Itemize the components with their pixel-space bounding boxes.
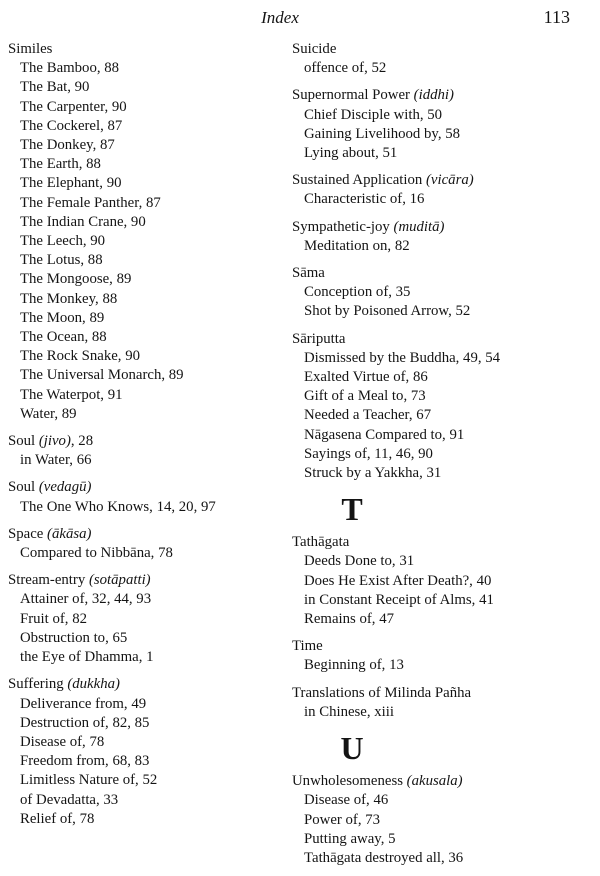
index-column-left bbox=[8, 40, 273, 837]
index-term bbox=[292, 171, 592, 190]
subentry: The Bat, 90 bbox=[20, 79, 90, 96]
term-page-refs: , 28 bbox=[70, 433, 94, 450]
subentry: The Mongoose, 89 bbox=[20, 271, 132, 288]
subentry: the Eye of Dhamma, 1 bbox=[20, 649, 154, 666]
subentry: The Lotus, 88 bbox=[20, 252, 103, 269]
subentry: The Female Panther, 87 bbox=[20, 194, 161, 211]
subentry: The Moon, 89 bbox=[20, 309, 105, 326]
subentry: Characteristic of, 16 bbox=[304, 191, 425, 208]
index-entries-u bbox=[292, 772, 592, 868]
subentry: Disease of, 78 bbox=[20, 733, 105, 750]
term-text: Sustained Application bbox=[292, 172, 423, 189]
subentry: The Ocean, 88 bbox=[20, 329, 107, 346]
index-entries-t bbox=[292, 533, 592, 722]
subentry: Gift of a Meal to, 73 bbox=[304, 388, 426, 405]
index-entry bbox=[8, 525, 273, 563]
term-text: Stream-entry bbox=[8, 572, 86, 589]
term-gloss: (jivo) bbox=[38, 433, 71, 450]
term-text: Sāma bbox=[292, 265, 325, 282]
subentry: Meditation on, 82 bbox=[304, 237, 410, 254]
subentry: in Constant Receipt of Alms, 41 bbox=[304, 591, 494, 608]
subentry: The Indian Crane, 90 bbox=[20, 213, 146, 230]
subentry: Destruction of, 82, 85 bbox=[20, 714, 150, 731]
subentry: in Water, 66 bbox=[20, 452, 92, 469]
subentry: Deliverance from, 49 bbox=[20, 695, 147, 712]
term-text: Suffering bbox=[8, 676, 64, 693]
subentry: The Monkey, 88 bbox=[20, 290, 118, 307]
term-text: Sympathetic-joy bbox=[292, 218, 390, 235]
term-gloss: (ākāsa) bbox=[47, 525, 92, 542]
index-term bbox=[292, 86, 592, 105]
index-entries-s-continued bbox=[292, 40, 592, 483]
term-text: Space bbox=[8, 525, 44, 542]
index-term bbox=[8, 40, 273, 59]
subentry: Obstruction to, 65 bbox=[20, 629, 128, 646]
term-text: Soul bbox=[8, 479, 36, 496]
index-entry bbox=[8, 432, 273, 470]
page-number: 113 bbox=[543, 7, 570, 27]
subentry: The Bamboo, 88 bbox=[20, 60, 120, 77]
term-gloss: (sotāpatti) bbox=[88, 572, 151, 589]
index-entry bbox=[292, 330, 592, 484]
subentry: Freedom from, 68, 83 bbox=[20, 753, 150, 770]
index-term bbox=[8, 478, 273, 497]
subentry: Exalted Virtue of, 86 bbox=[304, 369, 428, 386]
section-letter-t: T bbox=[341, 491, 363, 528]
subentry: Water, 89 bbox=[20, 405, 77, 422]
subentry: Conception of, 35 bbox=[304, 284, 411, 301]
index-entry bbox=[292, 86, 592, 163]
subentry: Gaining Livelihood by, 58 bbox=[304, 125, 461, 142]
subentry: Needed a Teacher, 67 bbox=[304, 407, 432, 424]
term-text: Sāriputta bbox=[292, 330, 346, 347]
index-column-right bbox=[292, 40, 592, 876]
index-term bbox=[8, 571, 273, 590]
term-text: Supernormal Power bbox=[292, 87, 410, 104]
index-term bbox=[8, 432, 273, 451]
subentry: Tathāgata destroyed all, 36 bbox=[304, 849, 464, 866]
index-term bbox=[292, 264, 592, 283]
index-entry bbox=[8, 675, 273, 829]
subentry: Lying about, 51 bbox=[304, 145, 398, 162]
subentry: Relief of, 78 bbox=[20, 810, 95, 827]
index-term bbox=[292, 330, 592, 349]
index-term bbox=[292, 637, 592, 656]
subentry: Remains of, 47 bbox=[304, 611, 395, 628]
subentry: Putting away, 5 bbox=[304, 830, 396, 847]
index-term bbox=[8, 675, 273, 694]
subentry: The Leech, 90 bbox=[20, 233, 106, 250]
subentry: Beginning of, 13 bbox=[304, 657, 404, 674]
index-term bbox=[292, 772, 592, 791]
term-gloss: (vedagū) bbox=[38, 479, 92, 496]
term-gloss: (iddhi) bbox=[413, 87, 454, 104]
subentry: offence of, 52 bbox=[304, 60, 387, 77]
index-term bbox=[292, 684, 592, 703]
index-entry bbox=[292, 533, 592, 629]
term-gloss: (dukkha) bbox=[67, 676, 120, 693]
term-text: Time bbox=[292, 638, 323, 655]
subentry: The Cockerel, 87 bbox=[20, 117, 123, 134]
subentry: The One Who Knows, 14, 20, 97 bbox=[20, 498, 216, 515]
section-letter-u: U bbox=[340, 730, 364, 767]
term-text: Unwholesomeness bbox=[292, 773, 403, 790]
subentry: Disease of, 46 bbox=[304, 792, 389, 809]
term-gloss: (vicāra) bbox=[426, 172, 474, 189]
subentry: The Waterpot, 91 bbox=[20, 386, 123, 403]
index-entry bbox=[292, 264, 592, 322]
subentry: Power of, 73 bbox=[304, 811, 381, 828]
subentry: of Devadatta, 33 bbox=[20, 791, 119, 808]
subentry: The Rock Snake, 90 bbox=[20, 348, 140, 365]
index-term bbox=[8, 525, 273, 544]
subentry: Sayings of, 11, 46, 90 bbox=[304, 445, 433, 462]
subentry: Does He Exist After Death?, 40 bbox=[304, 572, 492, 589]
index-entry bbox=[292, 772, 592, 868]
subentry: The Carpenter, 90 bbox=[20, 98, 127, 115]
subentry: Shot by Poisoned Arrow, 52 bbox=[304, 303, 471, 320]
subentry: Dismissed by the Buddha, 49, 54 bbox=[304, 349, 501, 366]
term-text: Translations of Milinda Pañha bbox=[292, 684, 472, 701]
index-term bbox=[292, 218, 592, 237]
term-gloss: (muditā) bbox=[393, 218, 445, 235]
index-term bbox=[292, 533, 592, 552]
subentry: Compared to Nibbāna, 78 bbox=[20, 545, 173, 562]
subentry: Nāgasena Compared to, 91 bbox=[304, 426, 465, 443]
index-entry bbox=[8, 478, 273, 516]
running-header-title: Index bbox=[261, 8, 299, 27]
term-text: Suicide bbox=[292, 41, 337, 57]
subentry: Limitless Nature of, 52 bbox=[20, 772, 158, 789]
subentry: The Earth, 88 bbox=[20, 156, 101, 173]
index-entry bbox=[292, 40, 592, 78]
index-term bbox=[292, 40, 592, 59]
index-entry bbox=[292, 171, 592, 209]
index-entry bbox=[292, 218, 592, 256]
subentry: Fruit of, 82 bbox=[20, 610, 87, 627]
subentry: Deeds Done to, 31 bbox=[304, 553, 415, 570]
subentry: The Donkey, 87 bbox=[20, 137, 115, 154]
index-entry bbox=[292, 684, 592, 722]
term-text: Similes bbox=[8, 41, 53, 57]
subentry: The Universal Monarch, 89 bbox=[20, 367, 184, 384]
term-gloss: (akusala) bbox=[406, 773, 463, 790]
term-text: Soul bbox=[8, 433, 36, 450]
subentry: in Chinese, xiii bbox=[304, 703, 395, 720]
index-entry bbox=[8, 571, 273, 667]
term-text: Tathāgata bbox=[292, 534, 350, 551]
index-entry bbox=[8, 40, 273, 424]
subentry: The Elephant, 90 bbox=[20, 175, 122, 192]
subentry: Struck by a Yakkha, 31 bbox=[304, 465, 442, 482]
subentry: Attainer of, 32, 44, 93 bbox=[20, 591, 152, 608]
subentry: Chief Disciple with, 50 bbox=[304, 106, 443, 123]
index-entry bbox=[292, 637, 592, 675]
